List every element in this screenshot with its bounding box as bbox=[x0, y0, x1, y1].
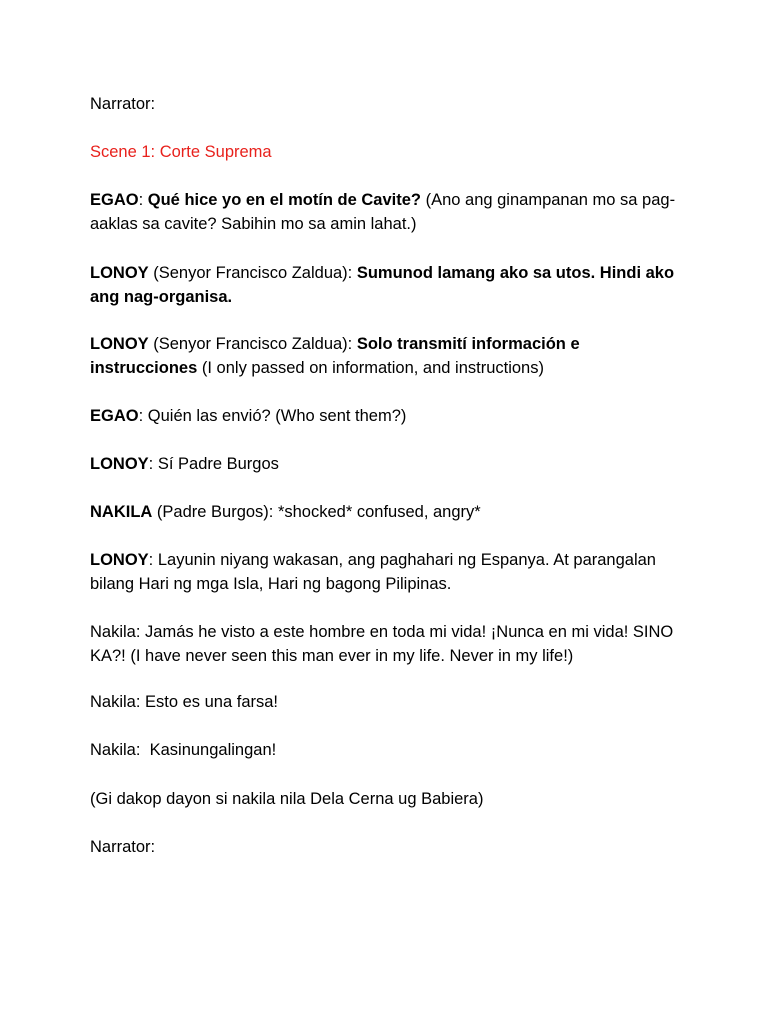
speaker-name: LONOY bbox=[90, 335, 149, 353]
dialogue-text: : Quién las envió? (Who sent them?) bbox=[138, 407, 407, 425]
dialogue-text: Nakila: Esto es una farsa! bbox=[90, 693, 279, 711]
translation: (I only passed on information, and instructions) bbox=[197, 359, 544, 377]
dialogue-lonoy-3 bbox=[90, 452, 690, 476]
stage-direction bbox=[90, 787, 690, 811]
separator: : bbox=[138, 191, 148, 209]
scene-heading bbox=[90, 140, 690, 164]
stage-direction-text: (Gi dakop dayon si nakila nila Dela Cerna ug Babiera) bbox=[90, 790, 484, 808]
dialogue-nakila-4 bbox=[90, 738, 690, 762]
translation: (Ano ang ginampanan mo sa pag-aaklas sa cavite? Sabihin mo sa amin lahat.) bbox=[90, 191, 676, 233]
narrator-line bbox=[90, 835, 690, 859]
dialogue-text: Sumunod lamang ako sa utos. Hindi ako ang nag-organisa. bbox=[90, 264, 675, 306]
scene-heading-text: Scene 1: Corte Suprema bbox=[90, 143, 272, 161]
narrator-label: Narrator: bbox=[90, 95, 156, 113]
dialogue-egao-1 bbox=[90, 188, 690, 236]
speaker-name: LONOY bbox=[90, 551, 149, 569]
dialogue-text: (Padre Burgos): *shocked* confused, angry* bbox=[152, 503, 481, 521]
dialogue-egao-2 bbox=[90, 404, 690, 428]
spanish-line: Qué hice yo en el motín de Cavite? bbox=[147, 191, 421, 209]
dialogue-text: Nakila: Kasinungalingan! bbox=[90, 741, 277, 759]
dialogue-text: : Layunin niyang wakasan, ang paghahari ng Espanya. At parangalan bilang Hari ng mga Isla, Hari ng bagong Pilipinas. bbox=[90, 551, 656, 593]
dialogue-text: : Sí Padre Burgos bbox=[148, 455, 279, 473]
dialogue-lonoy-4 bbox=[90, 548, 690, 596]
dialogue-lonoy-2 bbox=[90, 332, 690, 380]
narrator-line bbox=[90, 92, 690, 116]
spanish-line: Solo transmití información e instrucciones bbox=[90, 335, 580, 377]
speaker-role: (Senyor Francisco Zaldua): bbox=[148, 335, 357, 353]
speaker-role: (Senyor Francisco Zaldua): bbox=[148, 264, 357, 282]
speaker-name: LONOY bbox=[90, 264, 149, 282]
dialogue-nakila-1 bbox=[90, 500, 690, 524]
narrator-label: Narrator: bbox=[90, 838, 156, 856]
speaker-name: NAKILA bbox=[90, 503, 153, 521]
dialogue-nakila-3 bbox=[90, 690, 690, 714]
dialogue-text: Nakila: Jamás he visto a este hombre en toda mi vida! ¡Nunca en mi vida! SINO KA?! (I have never seen this man ever in my life. Never in my life!) bbox=[90, 623, 674, 665]
speaker-name: EGAO bbox=[90, 407, 139, 425]
speaker-name: LONOY bbox=[90, 455, 149, 473]
speaker-name: EGAO bbox=[90, 191, 139, 209]
dialogue-lonoy-1 bbox=[90, 261, 690, 309]
dialogue-nakila-2 bbox=[90, 620, 690, 668]
